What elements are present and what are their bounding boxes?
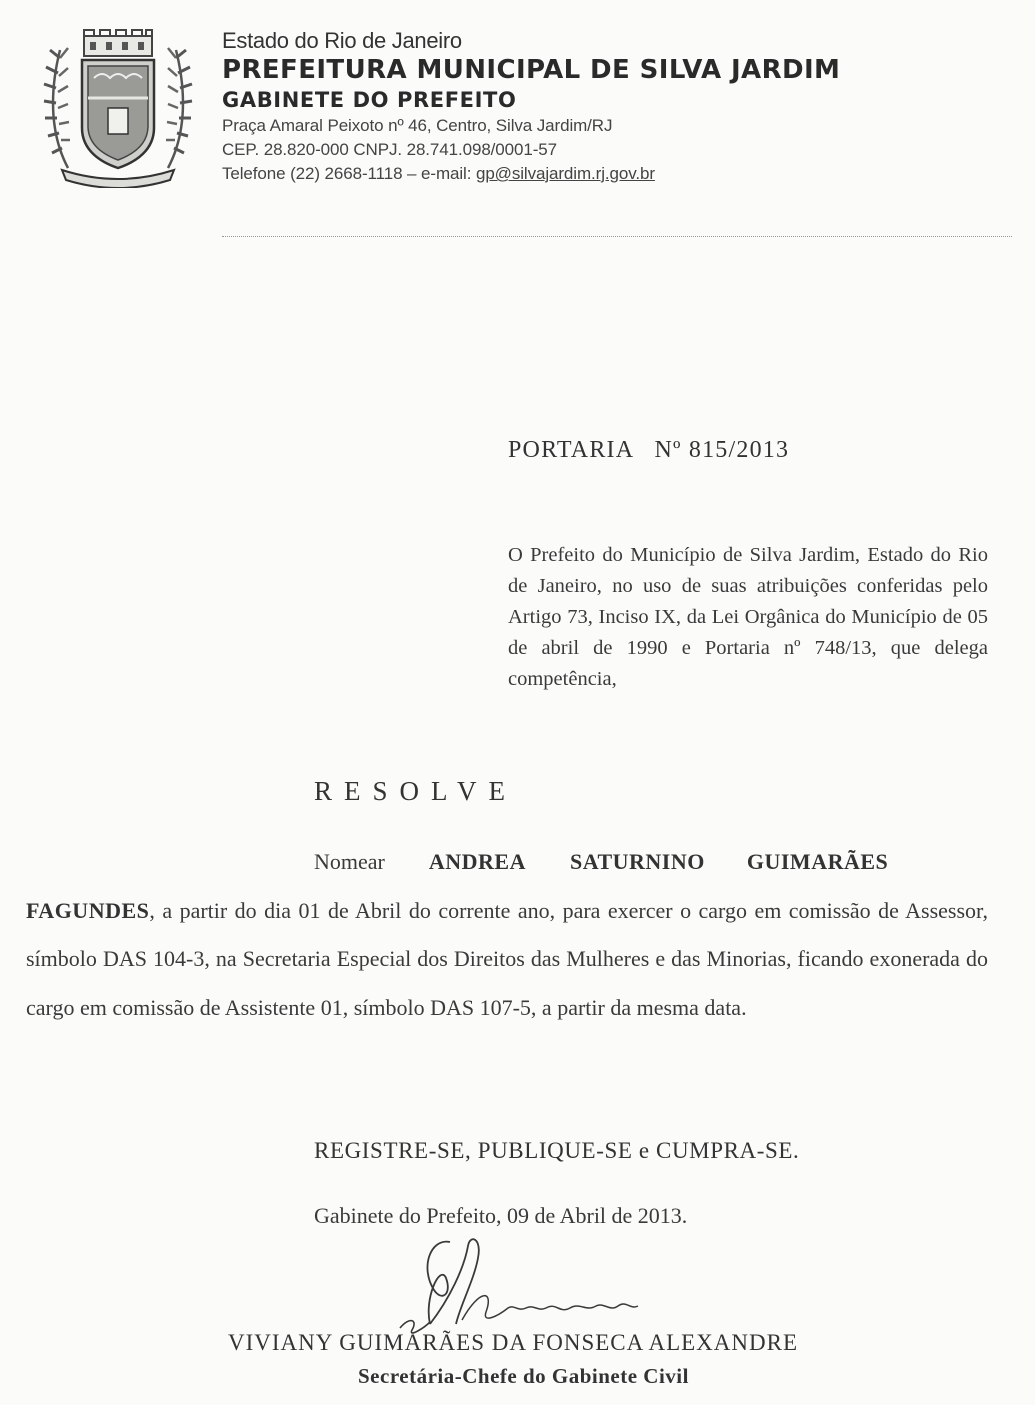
- coat-of-arms-logo: [38, 28, 198, 188]
- contact-line: [222, 162, 840, 186]
- appointee-name-2: SATURNINO: [569, 849, 705, 874]
- registre-line: REGISTRE-SE, PUBLIQUE-SE e CUMPRA-SE.: [314, 1138, 800, 1163]
- body-rest: , a partir do dia 01 de Abril do corrente ano, para exercer o cargo em comissão de Assessor, símbolo DAS 104-3, na Secretaria Especial dos Direitos das Mulheres e das Minorias, ficando exonerada do cargo em comissão de Assistente 01, símbolo DAS 107-5, a partir da mesma data.: [26, 897, 988, 1020]
- resolve-heading: RESOLVE: [314, 776, 518, 806]
- gabinete-name: GABINETE DO PREFEITO: [222, 88, 517, 112]
- date-line: Gabinete do Prefeito, 09 de Abril de 2013.: [314, 1203, 688, 1228]
- state-name: Estado do Rio de Janeiro: [222, 28, 462, 53]
- phone-text: Telefone (22) 2668-1118 – e-mail:: [222, 164, 476, 183]
- signer-role: Secretária-Chefe do Gabinete Civil: [358, 1364, 689, 1388]
- preamble-paragraph: O Prefeito do Município de Silva Jardim, Estado do Rio de Janeiro, no uso de suas atribuições conferidas pelo Artigo 73, Inciso IX, da Lei Orgânica do Município de 05 de abril de 1990 e Portaria nº 748/13, que delega competência,: [508, 544, 988, 690]
- appointee-name-1: ANDREA: [428, 849, 526, 874]
- prefeitura-name: PREFEITURA MUNICIPAL DE SILVA JARDIM: [222, 55, 841, 85]
- body-lead: Nomear: [314, 849, 385, 874]
- email-link[interactable]: gp@silvajardim.rj.gov.br: [475, 164, 655, 183]
- letterhead: [222, 28, 840, 186]
- appointee-name-4: FAGUNDES: [26, 897, 150, 923]
- address-line: Praça Amaral Peixoto nº 46, Centro, Silva Jardim/RJ: [222, 116, 613, 135]
- header-divider: [222, 236, 1012, 237]
- handwritten-signature: [390, 1228, 690, 1338]
- portaria-title: PORTARIA Nº 815/2013: [508, 437, 790, 463]
- body-paragraph: [26, 838, 988, 1032]
- cep-cnpj-line: CEP. 28.820-000 CNPJ. 28.741.098/0001-57: [222, 140, 557, 159]
- signer-name: VIVIANY GUIMARÃES DA FONSECA ALEXANDRE: [228, 1330, 798, 1355]
- appointee-name-3: GUIMARÃES: [746, 849, 889, 874]
